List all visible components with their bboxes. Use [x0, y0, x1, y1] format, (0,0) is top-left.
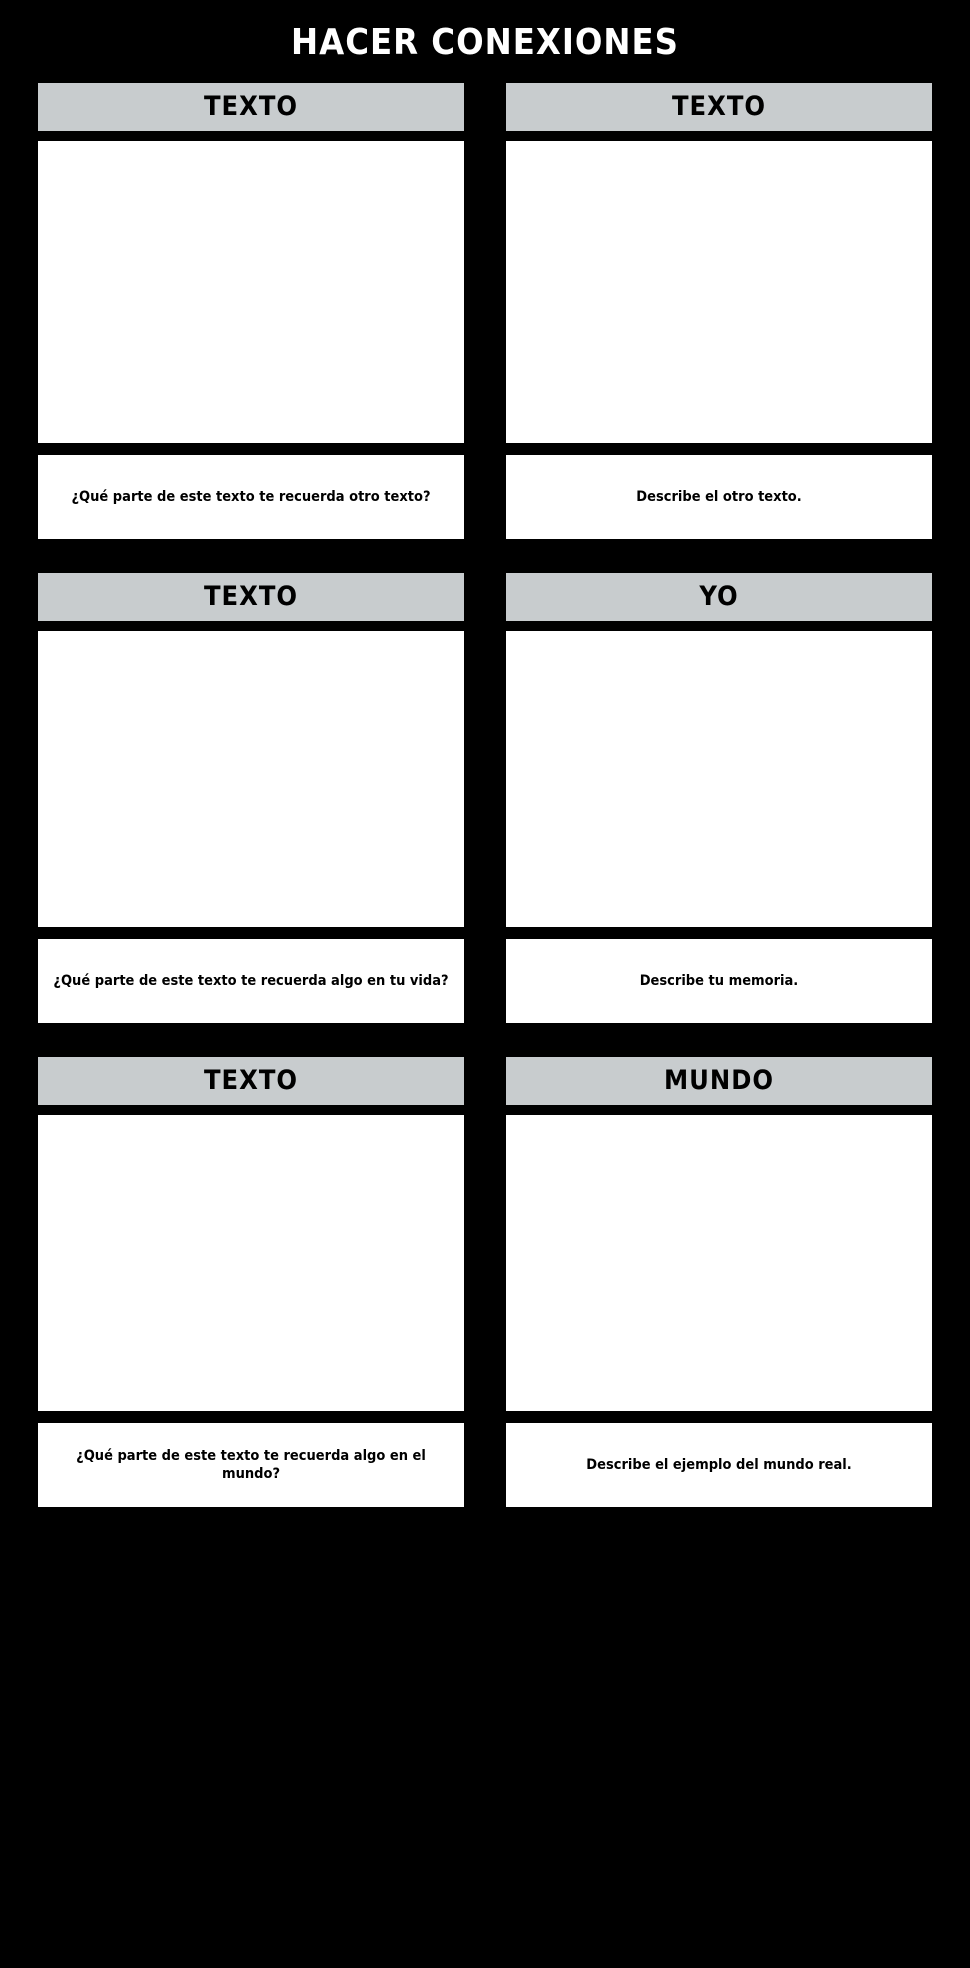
- cell-caption-text: Describe el ejemplo del mundo real.: [586, 1456, 852, 1473]
- cell-header: TEXTO: [36, 81, 466, 133]
- storyboard-row: [36, 571, 934, 1025]
- cell-drawing-area[interactable]: [36, 629, 466, 929]
- cell-header: MUNDO: [504, 1055, 934, 1107]
- cell-caption[interactable]: [36, 453, 466, 541]
- cell-caption-text: ¿Qué parte de este texto te recuerda algo en el mundo?: [76, 1447, 426, 1482]
- storyboard-cell: [504, 81, 934, 541]
- storyboard-cell: [504, 1055, 934, 1509]
- cell-drawing-area[interactable]: [504, 139, 934, 445]
- cell-caption-text: Describe tu memoria.: [639, 972, 799, 989]
- cell-caption-text: Describe el otro texto.: [636, 488, 802, 505]
- cell-header: TEXTO: [36, 571, 466, 623]
- cell-caption[interactable]: [504, 937, 934, 1025]
- cell-drawing-area[interactable]: [36, 1113, 466, 1413]
- cell-caption[interactable]: [504, 453, 934, 541]
- storyboard-cell: [36, 81, 466, 541]
- cell-caption-text: ¿Qué parte de este texto te recuerda otro texto?: [71, 488, 431, 505]
- storyboard-row: [36, 1055, 934, 1509]
- cell-caption-text: ¿Qué parte de este texto te recuerda algo en tu vida?: [53, 972, 449, 989]
- cell-drawing-area[interactable]: [36, 139, 466, 445]
- storyboard-cell: [36, 1055, 466, 1509]
- cell-header: YO: [504, 571, 934, 623]
- storyboard-grid: [0, 81, 970, 1509]
- cell-caption[interactable]: [36, 937, 466, 1025]
- storyboard-row: [36, 81, 934, 541]
- page-title: HACER CONEXIONES: [291, 22, 679, 63]
- cell-header: TEXTO: [36, 1055, 466, 1107]
- cell-drawing-area[interactable]: [504, 1113, 934, 1413]
- cell-header: TEXTO: [504, 81, 934, 133]
- cell-drawing-area[interactable]: [504, 629, 934, 929]
- storyboard-cell: [36, 571, 466, 1025]
- cell-caption[interactable]: [504, 1421, 934, 1509]
- cell-caption[interactable]: [36, 1421, 466, 1509]
- storyboard-cell: [504, 571, 934, 1025]
